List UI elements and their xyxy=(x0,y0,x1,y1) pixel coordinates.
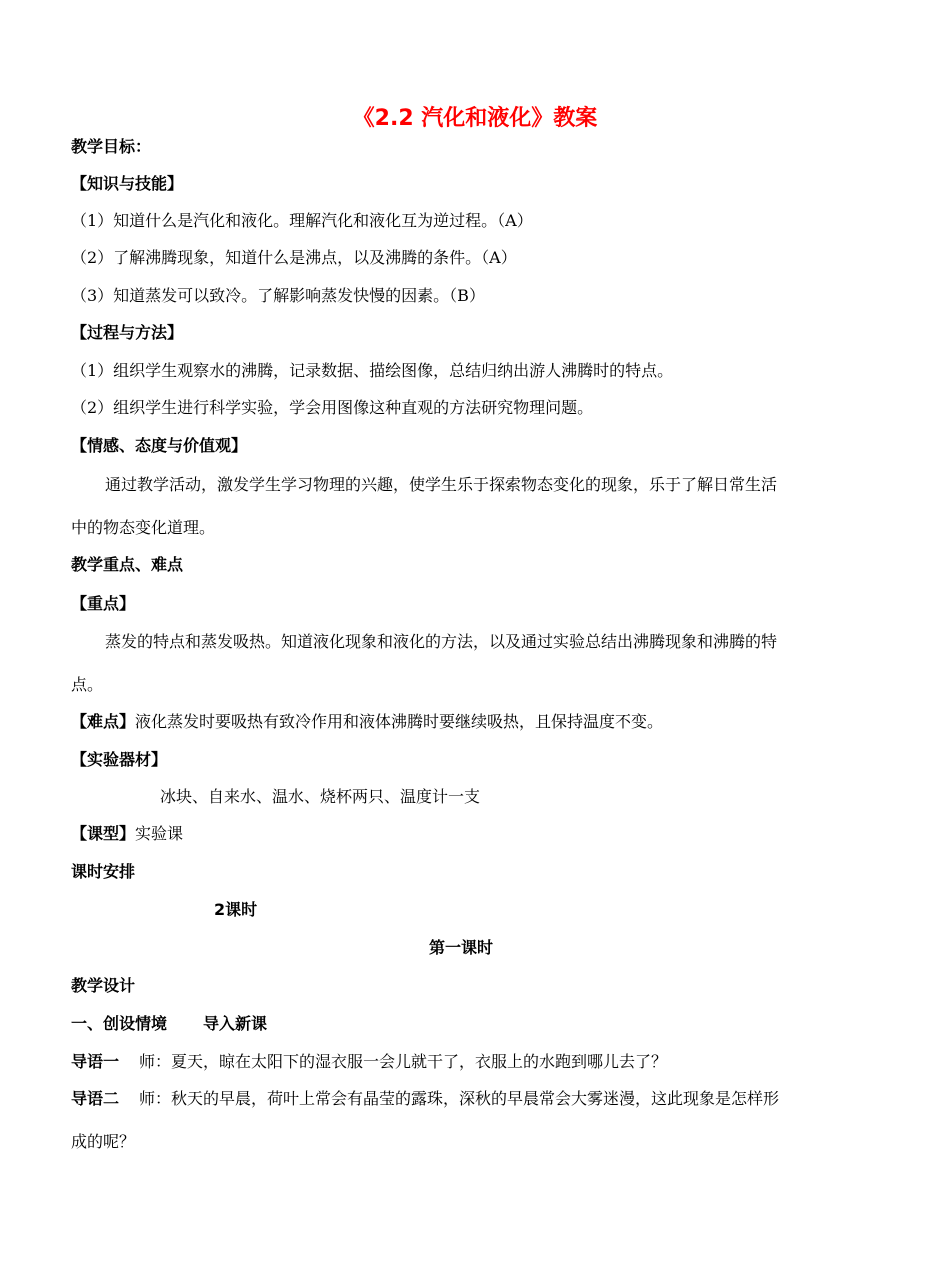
key-difficult-heading: 教学重点、难点 xyxy=(71,555,184,574)
section1-part2: 导入新课 xyxy=(203,1014,268,1033)
intro1-row xyxy=(71,1052,667,1072)
knowledge-item: （1）知道什么是汽化和液化。理解汽化和液化互为逆过程。（A） xyxy=(71,211,533,230)
key-text: 蒸发的特点和蒸发吸热。知道液化现象和液化的方法，以及通过实验总结出沸腾现象和沸腾的特 xyxy=(105,632,778,651)
intro1-label: 导语一 xyxy=(71,1052,120,1071)
knowledge-item: （3）知道蒸发可以致冷。了解影响蒸发快慢的因素。（B） xyxy=(71,286,485,305)
first-lesson-heading: 第一课时 xyxy=(429,938,494,957)
emotion-text: 中的物态变化道理。 xyxy=(71,518,216,537)
difficult-row xyxy=(71,712,663,732)
section1-heading xyxy=(71,1014,267,1034)
knowledge-item: （2）了解沸腾现象，知道什么是沸点，以及沸腾的条件。（A） xyxy=(71,248,517,267)
process-item: （2）组织学生进行科学实验，学会用图像这种直观的方法研究物理问题。 xyxy=(71,398,594,417)
process-heading: 【过程与方法】 xyxy=(71,323,184,342)
lesson-type-row xyxy=(71,824,183,844)
intro1-text: 师：夏天，晾在太阳下的湿衣服一会儿就干了，衣服上的水跑到哪儿去了？ xyxy=(139,1052,668,1071)
document-title: 《2.2 汽化和液化》教案 xyxy=(352,106,598,131)
difficult-text: 液化蒸发时要吸热有致冷作用和液体沸腾时要继续吸热，且保持温度不变。 xyxy=(135,712,664,731)
process-item: （1）组织学生观察水的沸腾，记录数据、描绘图像，总结归纳出游人沸腾时的特点。 xyxy=(71,361,674,380)
schedule-heading: 课时安排 xyxy=(71,862,136,881)
key-heading: 【重点】 xyxy=(71,594,136,613)
intro2-text: 师：秋天的早晨，荷叶上常会有晶莹的露珠，深秋的早晨常会大雾迷漫，这此现象是怎样形 xyxy=(139,1089,780,1108)
emotion-heading: 【情感、态度与价值观】 xyxy=(71,436,248,455)
intro2-row xyxy=(71,1089,779,1109)
emotion-text: 通过教学活动，激发学生学习物理的兴趣，使学生乐于探索物态变化的现象，乐于了解日常生活 xyxy=(105,475,778,494)
schedule-text: 2课时 xyxy=(214,900,258,919)
intro2-text-continued: 成的呢？ xyxy=(71,1132,136,1151)
knowledge-heading: 【知识与技能】 xyxy=(71,174,184,193)
key-text: 点。 xyxy=(71,675,104,694)
section1-part1: 一、创设情境 xyxy=(71,1014,168,1033)
lesson-type-text: 实验课 xyxy=(135,824,184,843)
equipment-text: 冰块、自来水、温水、烧杯两只、温度计一支 xyxy=(160,787,481,806)
equipment-heading: 【实验器材】 xyxy=(71,750,168,769)
difficult-label: 【难点】 xyxy=(71,712,136,731)
objectives-heading: 教学目标： xyxy=(71,137,152,156)
lesson-type-label: 【课型】 xyxy=(71,824,136,843)
design-heading: 教学设计 xyxy=(71,976,136,995)
intro2-label: 导语二 xyxy=(71,1089,120,1108)
